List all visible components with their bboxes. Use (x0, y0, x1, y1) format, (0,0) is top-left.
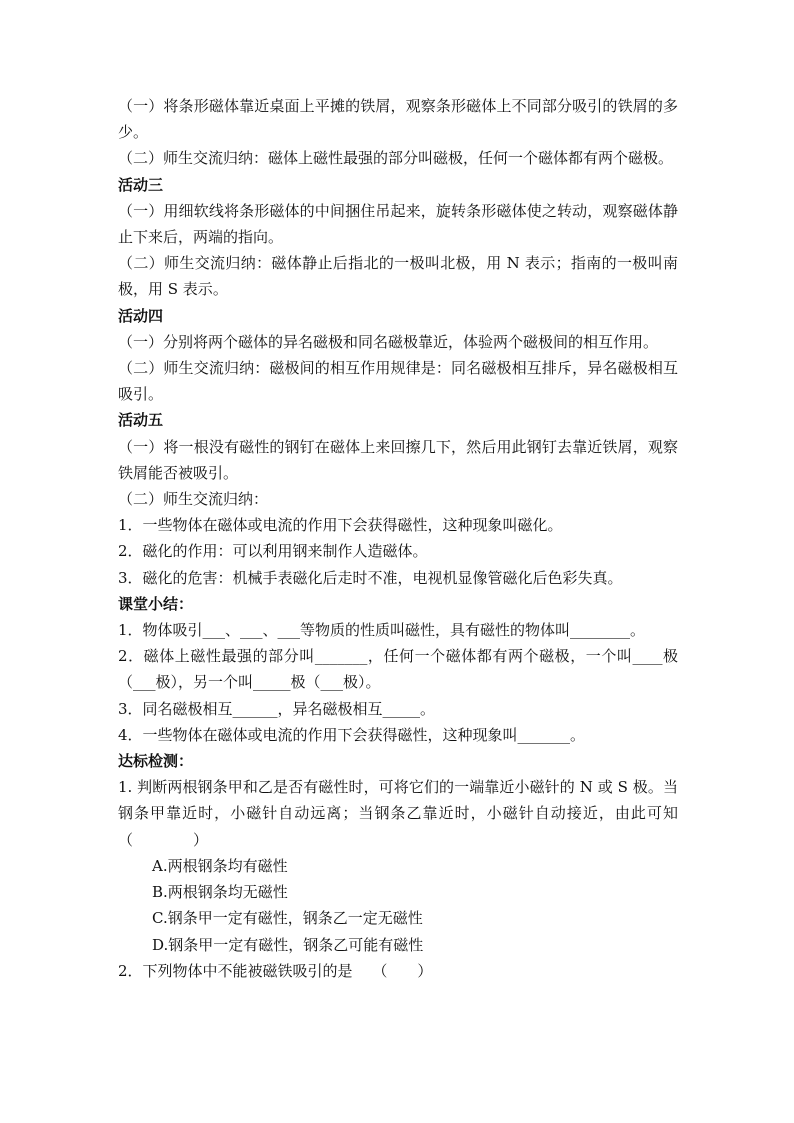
magnetization-point-3: 3．磁化的危害：机械手表磁化后走时不准，电视机显像管磁化后色彩失真。 (118, 568, 623, 587)
document-page (118, 93, 678, 984)
activity5-step2: （二）师生交流归纳： (118, 490, 269, 509)
question-1-option-b: B.两根钢条均无磁性 (152, 883, 288, 902)
activity3-heading: 活动三 (118, 175, 164, 194)
summary-item-1: 1．物体吸引___、___、___等物质的性质叫磁性，具有磁性的物体叫________。 (118, 621, 646, 640)
question-1-option-a: A.两根钢条均有磁性 (152, 856, 288, 875)
summary-heading: 课堂小结： (118, 594, 194, 613)
test-heading: 达标检测： (118, 752, 194, 771)
question-2: 2．下列物体中不能被磁铁吸引的是 （ ） (118, 961, 433, 980)
activity5-step1: （一）将一根没有磁性的钢钉在磁体上来回擦几下，然后用此钢钉去靠近铁屑，观察铁屑能否被吸引。 (118, 437, 678, 482)
activity4-step2: （二）师生交流归纳：磁极间的相互作用规律是：同名磁极相互排斥，异名磁极相互吸引。 (118, 359, 678, 404)
activity2-step1: （一）将条形磁体靠近桌面上平摊的铁屑，观察条形磁体上不同部分吸引的铁屑的多少。 (118, 97, 678, 142)
magnetization-point-1: 1．一些物体在磁体或电流的作用下会获得磁性，这种现象叫磁化。 (118, 516, 563, 535)
activity3-step1: （一）用细软线将条形磁体的中间捆住吊起来，旋转条形磁体使之转动，观察磁体静止下来后，两端的指向。 (118, 201, 678, 247)
activity2-step2: （二）师生交流归纳：磁体上磁性最强的部分叫磁极，任何一个磁体都有两个磁极。 (118, 149, 674, 168)
magnetization-point-2: 2．磁化的作用：可以利用钢来制作人造磁体。 (118, 542, 428, 561)
summary-item-4: 4．一些物体在磁体或电流的作用下会获得磁性，这种现象叫_______。 (118, 725, 586, 744)
question-1: 1. 判断两根钢条甲和乙是否有磁性时，可将它们的一端靠近小磁针的 N 或 S 极。当钢条甲靠近时，小磁针自动远离；当钢条乙靠近时，小磁针自动接近，由此可知（ ） (118, 778, 678, 849)
activity5-heading: 活动五 (118, 411, 164, 430)
activity4-heading: 活动四 (118, 306, 164, 325)
activity4-step1: （一）分别将两个磁体的异名磁极和同名磁极靠近，体验两个磁极间的相互作用。 (118, 332, 659, 351)
summary-item-2: 2．磁体上磁性最强的部分叫_______，任何一个磁体都有两个磁极，一个叫____极（___极），另一个叫_____极（___极）。 (118, 647, 678, 692)
summary-item-3: 3．同名磁极相互______，异名磁极相互_____。 (118, 699, 436, 718)
question-1-option-d: D.钢条甲一定有磁性，钢条乙可能有磁性 (152, 935, 424, 954)
question-1-option-c: C.钢条甲一定有磁性，钢条乙一定无磁性 (152, 909, 423, 928)
activity3-step2: （二）师生交流归纳：磁体静止后指北的一极叫北极，用 N 表示；指南的一极叫南极，用 S 表示。 (118, 254, 678, 299)
